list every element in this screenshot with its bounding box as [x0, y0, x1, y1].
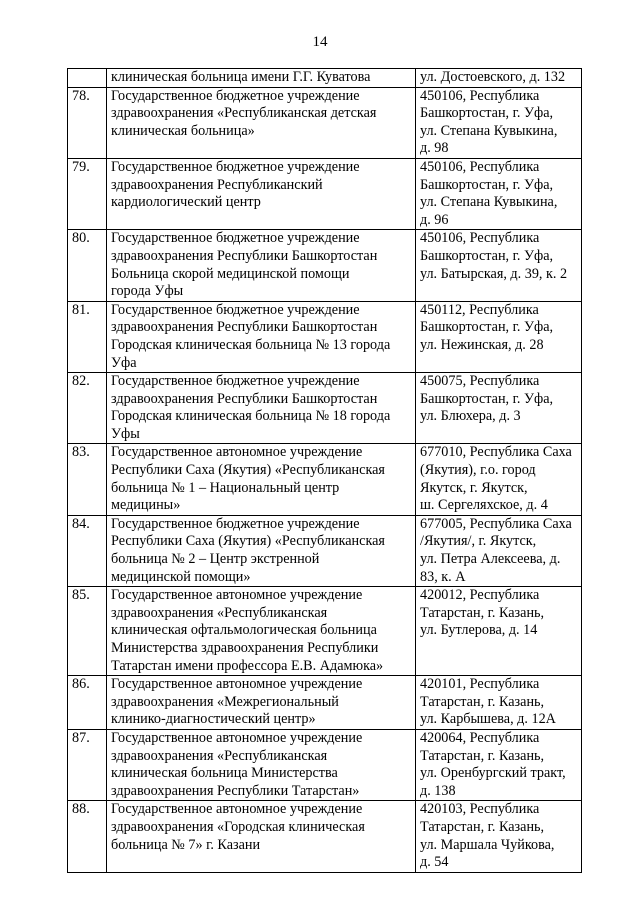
address-line: 450106, Республика	[420, 230, 540, 247]
address-line: 677005, Республика Саха	[420, 515, 572, 532]
organization-name-line: Государственное автономное учреждение	[111, 801, 363, 818]
table-row	[68, 158, 582, 229]
row-number	[68, 69, 107, 88]
organization-name-line: клиническая больница имени Г.Г. Куватова	[111, 69, 371, 85]
address-line: Татарстан, г. Казань,	[420, 604, 545, 621]
page-number: 14	[312, 34, 328, 50]
row-number: 88.	[68, 801, 107, 872]
organization-name	[107, 301, 416, 372]
address-line: 450106, Республика	[420, 87, 540, 104]
organization-name	[107, 801, 416, 872]
address-line: ул. Маршала Чуйкова,	[420, 836, 555, 853]
address-line: д. 54	[420, 854, 449, 871]
address-line: Башкортостан, г. Уфа,	[420, 105, 554, 122]
table-row	[68, 301, 582, 372]
organization-name-line: здравоохранения «Городская клиническая	[111, 818, 365, 835]
organization-name-line: здравоохранения Республики Башкортостан	[111, 319, 378, 336]
row-number: 80.	[68, 230, 107, 301]
table-row	[68, 444, 582, 515]
address-line: Татарстан, г. Казань,	[420, 818, 545, 835]
organization-name-line: клиническая офтальмологическая больница	[111, 622, 377, 639]
table-row	[68, 69, 582, 88]
organization-name-line: здравоохранения «Республиканская	[111, 747, 328, 764]
address-line: 450106, Республика	[420, 158, 540, 175]
row-number: 86.	[68, 676, 107, 730]
address-line: ул. Нежинская, д. 28	[420, 336, 544, 353]
organization-address	[416, 676, 582, 730]
table-row	[68, 801, 582, 872]
organization-name-line: Министерства здравоохранения Республики	[111, 640, 379, 656]
address-line: ул. Блюхера, д. 3	[420, 408, 521, 425]
organization-name-line: Государственное автономное учреждение	[111, 587, 363, 604]
row-number: 78.	[68, 87, 107, 158]
address-line: ш. Сергеляхское, д. 4	[420, 497, 548, 514]
address-line: 450112, Республика	[420, 301, 539, 318]
organization-name-line: Государственное автономное учреждение	[111, 444, 363, 461]
address-line: 420103, Республика	[420, 801, 540, 818]
organization-address	[416, 587, 582, 676]
address-line: ул. Степана Кувыкина,	[420, 122, 558, 139]
organization-name-line: здравоохранения Республиканский	[111, 176, 323, 193]
organization-address	[416, 729, 582, 800]
organization-name-line: Государственное бюджетное учреждение	[111, 158, 360, 175]
organization-address	[416, 69, 582, 88]
organization-address	[416, 801, 582, 872]
organization-name-line: клиническая больница Министерства	[111, 765, 338, 782]
organization-name	[107, 515, 416, 586]
address-line: Якутск, г. Якутск,	[420, 479, 528, 496]
table-row	[68, 587, 582, 676]
organization-name-line: здравоохранения Республики Башкортостан	[111, 390, 378, 407]
address-line: Татарстан, г. Казань,	[420, 693, 545, 710]
organization-name-line: больница № 7» г. Казани	[111, 836, 261, 853]
organization-name-line: Государственное бюджетное учреждение	[111, 373, 360, 390]
organization-name-line: здравоохранения «Межрегиональный	[111, 693, 339, 710]
address-line: 420012, Республика	[420, 587, 540, 604]
address-line: ул. Петра Алексеева, д.	[420, 551, 561, 568]
organization-name-line: Татарстан имени профессора Е.В. Адамюка»	[111, 657, 384, 674]
organization-name-line: здравоохранения «Республиканская	[111, 604, 328, 621]
organization-name	[107, 676, 416, 730]
organization-name-line: Уфы	[111, 425, 140, 442]
address-line: Башкортостан, г. Уфа,	[420, 247, 554, 264]
organization-name-line: Государственное бюджетное учреждение	[111, 87, 360, 104]
organization-name-line: Республики Саха (Якутия) «Республиканская	[111, 533, 385, 550]
organization-name-line: здравоохранения Республики Татарстан»	[111, 782, 360, 799]
organization-name-line: Городская клиническая больница № 18 города	[111, 408, 391, 425]
organization-name	[107, 87, 416, 158]
organization-name-line: Государственное бюджетное учреждение	[111, 515, 360, 532]
table-row	[68, 87, 582, 158]
row-number: 82.	[68, 373, 107, 444]
organization-address	[416, 515, 582, 586]
row-number: 84.	[68, 515, 107, 586]
address-line: ул. Оренбургский тракт,	[420, 765, 566, 782]
organization-name	[107, 444, 416, 515]
row-number: 81.	[68, 301, 107, 372]
organization-name	[107, 373, 416, 444]
address-line: Башкортостан, г. Уфа,	[420, 176, 554, 193]
row-number: 83.	[68, 444, 107, 515]
address-line: д. 138	[420, 782, 456, 799]
row-number: 87.	[68, 729, 107, 800]
organization-name-line: медицинской помощи»	[111, 568, 251, 585]
organization-address	[416, 230, 582, 301]
organization-name	[107, 729, 416, 800]
address-line: Татарстан, г. Казань,	[420, 747, 545, 764]
organization-name-line: Городская клиническая больница № 13 города	[111, 336, 391, 353]
address-line: /Якутия/, г. Якутск,	[420, 533, 537, 550]
table-body	[68, 69, 582, 873]
organization-name-line: клиническая больница»	[111, 122, 255, 139]
organization-name-line: города Уфы	[111, 283, 184, 300]
address-line: д. 96	[420, 211, 449, 228]
table-row	[68, 515, 582, 586]
address-line: 677010, Республика Саха	[420, 444, 572, 461]
address-line: ул. Карбышева, д. 12А	[420, 711, 556, 728]
organization-name-line: больница № 2 – Центр экстренной	[111, 551, 320, 568]
row-number: 79.	[68, 158, 107, 229]
organization-name-line: Государственное бюджетное учреждение	[111, 230, 360, 247]
address-line: Башкортостан, г. Уфа,	[420, 390, 554, 407]
table-row	[68, 729, 582, 800]
address-line: ул. Достоевского, д. 132	[420, 69, 566, 85]
organization-name-line: Больница скорой медицинской помощи	[111, 265, 350, 282]
organization-address	[416, 158, 582, 229]
organization-address	[416, 373, 582, 444]
organization-name-line: Уфа	[111, 354, 137, 371]
address-line: ул. Бутлерова, д. 14	[420, 622, 538, 639]
address-line: Башкортостан, г. Уфа,	[420, 319, 554, 336]
medical-organizations-table	[67, 68, 582, 873]
table-row	[68, 676, 582, 730]
table-row	[68, 373, 582, 444]
row-number: 85.	[68, 587, 107, 676]
address-line: 420064, Республика	[420, 729, 540, 746]
organization-name-line: Государственное автономное учреждение	[111, 676, 363, 693]
organization-name	[107, 158, 416, 229]
organization-address	[416, 444, 582, 515]
organization-name	[107, 69, 416, 88]
organization-name	[107, 587, 416, 676]
address-line: ул. Степана Кувыкина,	[420, 194, 558, 211]
address-line: (Якутия), г.о. город	[420, 462, 536, 479]
address-line: 420101, Республика	[420, 676, 540, 693]
organization-name-line: здравоохранения «Республиканская детская	[111, 105, 377, 122]
organization-name-line: Государственное бюджетное учреждение	[111, 301, 360, 318]
organization-address	[416, 301, 582, 372]
organization-name-line: медицины»	[111, 497, 181, 514]
table-row	[68, 230, 582, 301]
organization-name-line: кардиологический центр	[111, 194, 261, 211]
organization-name	[107, 230, 416, 301]
address-line: д. 98	[420, 140, 449, 157]
address-line: 450075, Республика	[420, 373, 540, 390]
organization-name-line: здравоохранения Республики Башкортостан	[111, 247, 378, 264]
organization-name-line: клинико-диагностический центр»	[111, 711, 316, 728]
organization-address	[416, 87, 582, 158]
organization-name-line: больница № 1 – Национальный центр	[111, 479, 340, 496]
address-line: ул. Батырская, д. 39, к. 2	[420, 265, 568, 282]
address-line: 83, к. А	[420, 568, 466, 585]
organization-name-line: Республики Саха (Якутия) «Республиканская	[111, 462, 385, 479]
organization-name-line: Государственное автономное учреждение	[111, 729, 363, 746]
